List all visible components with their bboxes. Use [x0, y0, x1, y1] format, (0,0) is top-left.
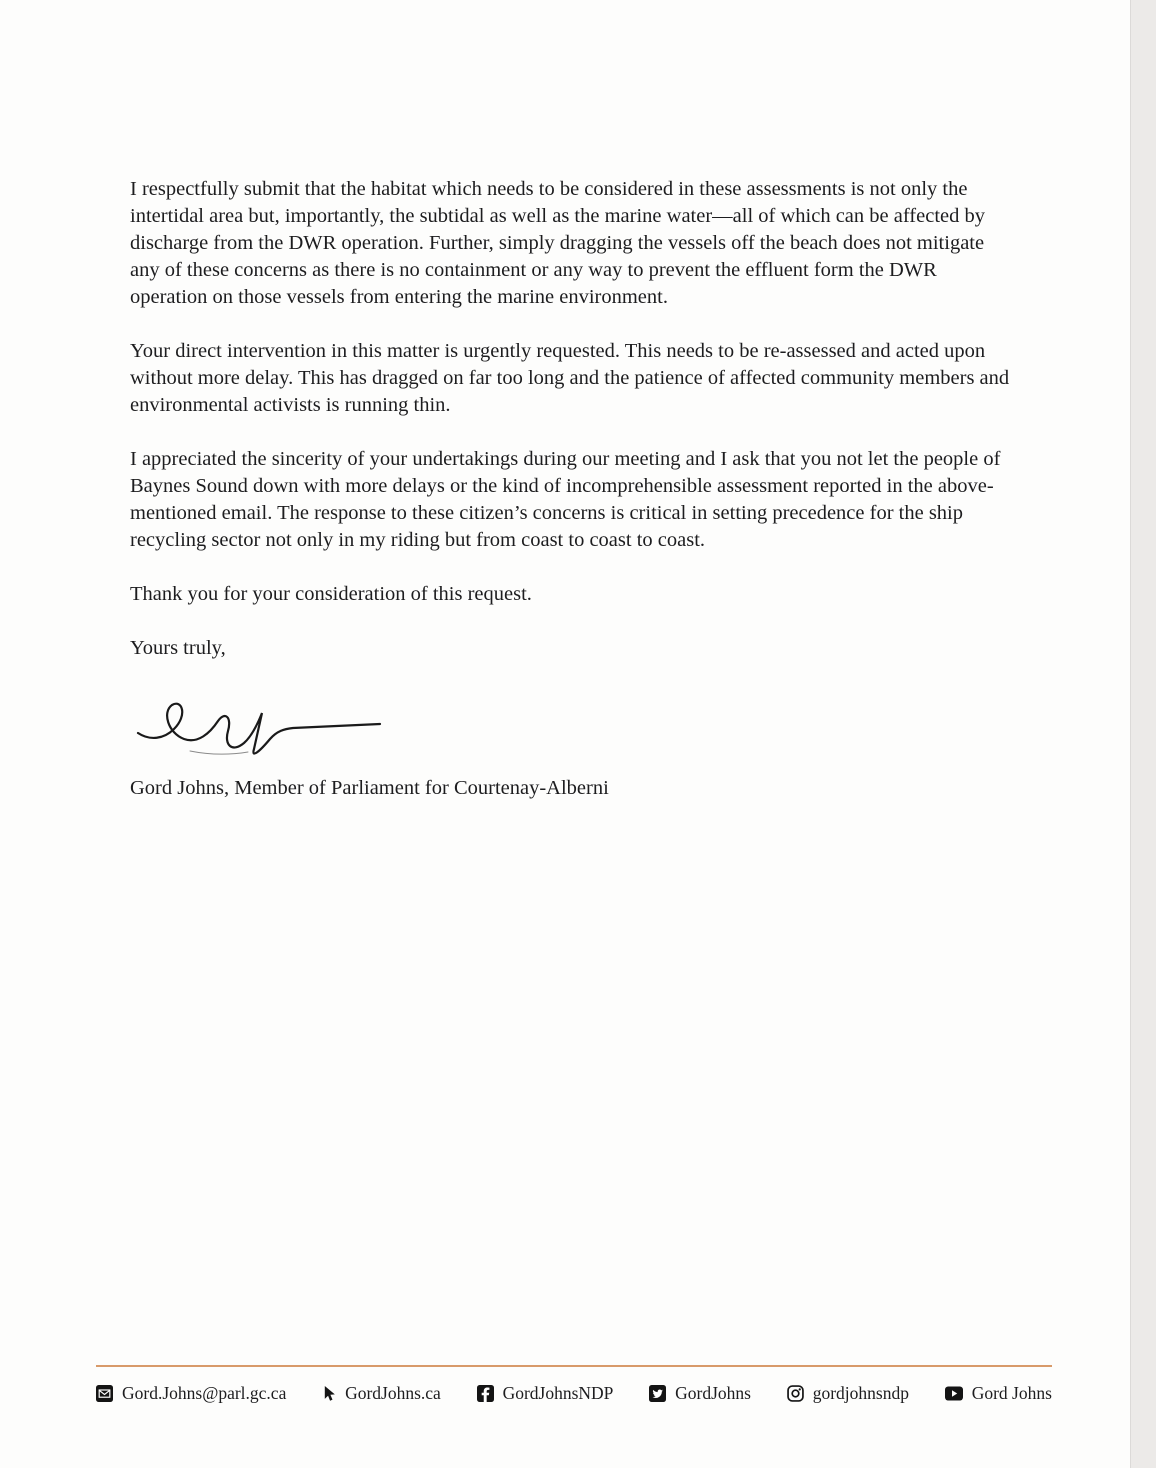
footer-youtube-label: Gord Johns: [971, 1383, 1052, 1403]
footer-facebook-link[interactable]: [477, 1383, 614, 1404]
footer-facebook-label: GordJohnsNDP: [502, 1383, 614, 1403]
footer-instagram-label: gordjohnsndp: [812, 1383, 909, 1403]
letter-thanks: Thank you for your consideration of this request.: [130, 583, 532, 605]
footer-contact-row: [96, 1383, 1052, 1404]
letter-paragraph-1: I respectfully submit that the habitat which needs to be considered in these assessments is not only the intertidal area but, importantly, the subtidal as well as the marine water—all of which can be affected by discharge from the DWR operation. Further, simply dragging the vessels off the beach does not mitigate any of these concerns as there is no containment or any way to prevent the effluent form the DWR operation on those vessels from entering the marine environment.: [130, 178, 985, 308]
footer-instagram-link[interactable]: [787, 1383, 909, 1404]
twitter-icon: [649, 1385, 666, 1402]
footer-twitter-label: GordJohns: [675, 1383, 751, 1403]
footer-divider: [96, 1365, 1052, 1367]
letter-closing: Yours truly,: [130, 637, 226, 659]
viewer-edge-strip: [1130, 0, 1156, 1468]
footer-website-link[interactable]: [322, 1383, 441, 1404]
cursor-icon: [322, 1385, 336, 1402]
letter-paragraph-2: Your direct intervention in this matter is urgently requested. This needs to be re-assessed and acted upon without more delay. This has dragged on far too long and the patience of affected community members and environmental activists is running thin.: [130, 340, 1010, 416]
signoff-name: Gord Johns, Member of Parliament for Courtenay-Alberni: [130, 777, 609, 799]
facebook-icon: [477, 1385, 494, 1402]
letter-paragraph-3: I appreciated the sincerity of your undertakings during our meeting and I ask that you not let the people of Baynes Sound down with more delays or the kind of incomprehensible assessment reported in the above-mentioned email. The response to these citizen’s concerns is critical in setting precedence for the ship recycling sector not only in my riding but from coast to coast to coast.: [130, 448, 1001, 551]
email-icon: [96, 1385, 113, 1402]
youtube-icon: [945, 1386, 963, 1401]
footer-youtube-link[interactable]: [945, 1383, 1052, 1404]
instagram-icon: [787, 1385, 804, 1402]
letter-body: [130, 176, 1014, 829]
signature-icon: [130, 689, 390, 759]
footer-website-label: GordJohns.ca: [345, 1383, 441, 1403]
footer-email-label: Gord.Johns@parl.gc.ca: [122, 1383, 287, 1403]
footer-twitter-link[interactable]: [649, 1383, 751, 1404]
letter-footer: [96, 1365, 1052, 1404]
footer-email-link[interactable]: [96, 1383, 286, 1404]
handwritten-signature: [130, 689, 1014, 761]
